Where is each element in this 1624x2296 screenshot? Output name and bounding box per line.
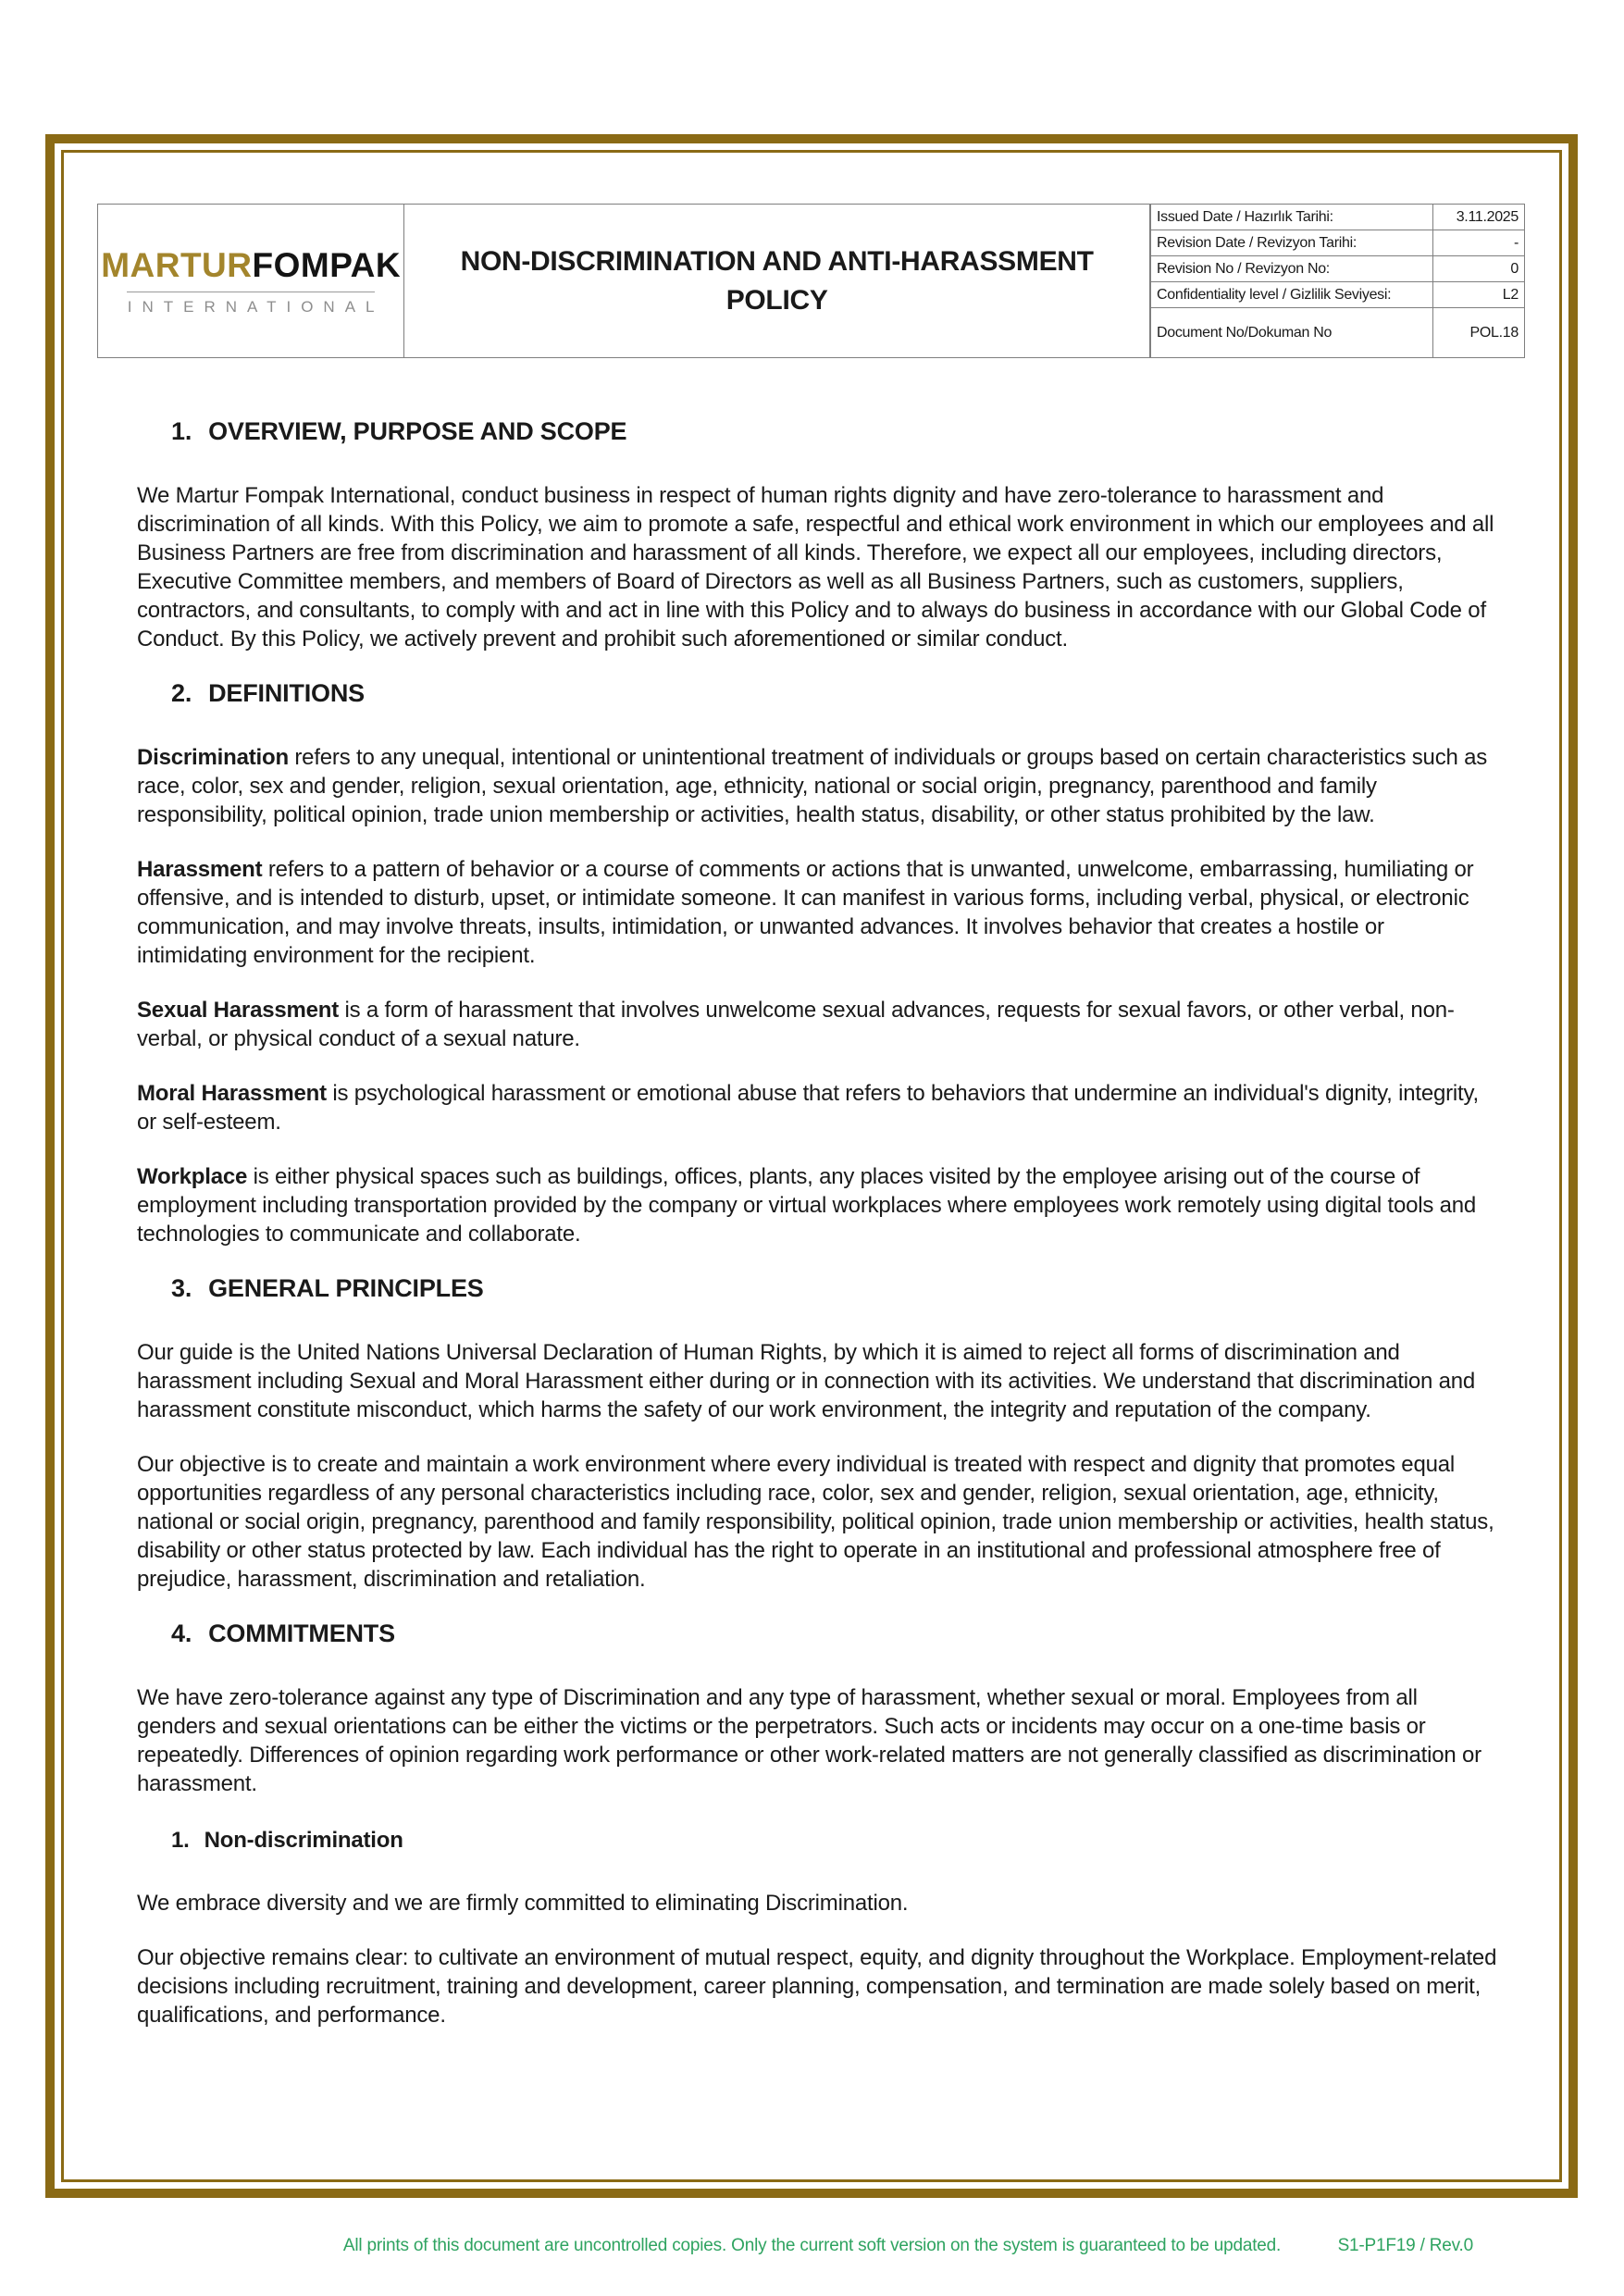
heading-text: DEFINITIONS (208, 679, 365, 707)
section-3-paragraph-2: Our objective is to create and maintain a work environment where every individual is treated with respect and dignity that promotes equal opportunities regardless of any personal characteristics including race, color, sex and gender, religion, sexual orientation, age, ethnicity, national or social origin, pregnancy, parenthood and family responsibility, political opinion, trade union membership or activities, health status, disability or other status protected by law. Each individual has the right to operate in an institutional and professional atmosphere free of prejudice, harassment, discrimination and retaliation. (137, 1452, 1494, 1592)
document-content (64, 153, 1559, 2179)
info-row-revision-date (1151, 230, 1525, 256)
definition-term: Discrimination (137, 745, 289, 770)
section-3-heading (171, 1274, 1500, 1303)
section-1-paragraph: We Martur Fompak International, conduct business in respect of human rights dignity and have zero-tolerance to harassment and discrimination of all kinds. With this Policy, we aim to promote a safe, respectful and ethical work environment in which our employees and all Business Partners are free from discrimination and harassment of all kinds. Therefore, we expect all our employees, including directors, Executive Committee members, and members of Board of Directors as well as all Business Partners, such as customers, suppliers, contractors, and consultants, to comply with and act in line with this Policy and to always do business in accordance with our Global Code of Conduct. By this Policy, we actively prevent and prohibit such aforementioned or similar conduct. (137, 483, 1494, 652)
section-4-paragraph-3: Our objective remains clear: to cultivate an environment of mutual respect, equity, and dignity throughout the Workplace. Employment-related decisions including recruitment, training and development, career planning, compensation, and termination are made solely based on merit, qualifications, and performance. (137, 1945, 1497, 2028)
definition-discrimination (137, 743, 1500, 829)
info-value: 3.11.2025 (1433, 205, 1525, 230)
document-title: NON-DISCRIMINATION AND ANTI-HARASSMENT POLICY (460, 245, 1094, 316)
heading-number: 2. (171, 679, 192, 707)
doc-info-table (1150, 204, 1525, 358)
info-row-document-no (1151, 308, 1525, 358)
heading-number: 1. (171, 417, 192, 445)
definition-text: refers to any unequal, intentional or unintentional treatment of individuals or groups based on certain characteristics such as race, color, sex and gender, religion, sexual orientation, age, ethnicity, national or social origin, pregnancy, parenthood and family responsibility, political opinion, trade union membership or activities, health status, disability, or other status prohibited by the law. (137, 745, 1488, 827)
definition-sexual-harassment (137, 996, 1500, 1053)
logo-international-text: INTERNATIONAL (127, 297, 385, 316)
heading-number: 1. (171, 1828, 190, 1853)
definition-harassment (137, 855, 1500, 970)
heading-text: Non-discrimination (204, 1828, 403, 1853)
info-row-revision-no (1151, 256, 1525, 282)
info-row-confidentiality (1151, 282, 1525, 308)
heading-text: OVERVIEW, PURPOSE AND SCOPE (208, 417, 627, 445)
logo-fompak-text: FOMPAK (252, 245, 402, 284)
definition-text: is psychological harassment or emotional abuse that refers to behaviors that undermine an individual's dignity, integrity, or self-esteem. (137, 1081, 1479, 1135)
info-label: Confidentiality level / Gizlilik Seviyesi: (1151, 282, 1433, 308)
document-title-cell (404, 204, 1150, 358)
info-label: Document No/Dokuman No (1151, 308, 1433, 358)
definition-text: is either physical spaces such as buildings, offices, plants, any places visited by the employee arising out of the course of employment including transportation provided by the company or virtual workplaces where employees work remotely using digital tools and technologies to communicate and collaborate. (137, 1164, 1477, 1247)
definition-text: is a form of harassment that involves unwelcome sexual advances, requests for sexual favors, or other verbal, non-verbal, or physical conduct of a sexual nature. (137, 998, 1455, 1051)
heading-number: 3. (171, 1274, 192, 1302)
section-1-heading (171, 417, 1500, 446)
section-2-heading (171, 679, 1500, 708)
definition-term: Harassment (137, 857, 263, 882)
definition-term: Workplace (137, 1164, 248, 1189)
info-row-issued-date (1151, 205, 1525, 230)
footer-note: All prints of this document are uncontrolled copies. Only the current soft version on the system is guaranteed to be updated. (342, 2236, 1282, 2255)
info-label: Revision Date / Revizyon Tarihi: (1151, 230, 1433, 256)
definition-workplace (137, 1162, 1500, 1248)
company-logo (97, 204, 404, 358)
info-value: L2 (1433, 282, 1525, 308)
info-value: - (1433, 230, 1525, 256)
definition-text: refers to a pattern of behavior or a course of comments or actions that is unwanted, unwelcome, embarrassing, humiliating or offensive, and is intended to disturb, upset, or intimidate someone. It can manifest in various forms, including verbal, physical, or electronic communication, and may involve threats, insults, intimidation, or unwanted advances. It involves behavior that creates a hostile or intimidating environment for the recipient. (137, 857, 1474, 968)
heading-text: COMMITMENTS (208, 1620, 395, 1647)
heading-text: GENERAL PRINCIPLES (208, 1274, 484, 1302)
definition-term: Sexual Harassment (137, 998, 340, 1023)
document-body (137, 417, 1500, 2029)
heading-number: 4. (171, 1620, 192, 1647)
definition-moral-harassment (137, 1079, 1500, 1136)
section-4-paragraph-1: We have zero-tolerance against any type of Discrimination and any type of harassment, whether sexual or moral. Employees from all genders and sexual orientations can be either the victims or the perpetrators. Such acts or incidents may occur on a one-time basis or repeatedly. Differences of opinion regarding work performance or other work-related matters are not generally classified as discrimination or harassment. (137, 1685, 1481, 1796)
subsection-non-discrimination-heading (171, 1828, 1500, 1854)
section-4-heading (171, 1620, 1500, 1648)
info-value: POL.18 (1433, 308, 1525, 358)
definition-term: Moral Harassment (137, 1081, 327, 1106)
info-value: 0 (1433, 256, 1525, 282)
footer-doc-code: S1-P1F19 / Rev.0 (1337, 2236, 1473, 2255)
section-4-paragraph-2: We embrace diversity and we are firmly committed to eliminating Discrimination. (137, 1891, 909, 1916)
logo-wordmark (101, 246, 401, 285)
info-label: Revision No / Revizyon No: (1151, 256, 1433, 282)
gold-frame-inner (61, 150, 1562, 2182)
info-label: Issued Date / Hazırlık Tarihi: (1151, 205, 1433, 230)
section-3-paragraph-1: Our guide is the United Nations Universal Declaration of Human Rights, by which it is aimed to reject all forms of discrimination and harassment including Sexual and Moral Harassment either during or in connection with its activities. We understand that discrimination and harassment constitute misconduct, which harms the safety of our work environment, the integrity and reputation of the company. (137, 1340, 1476, 1422)
document-header (97, 204, 1525, 358)
logo-martur-text: MARTUR (101, 245, 253, 284)
gold-frame-outer (45, 134, 1578, 2198)
